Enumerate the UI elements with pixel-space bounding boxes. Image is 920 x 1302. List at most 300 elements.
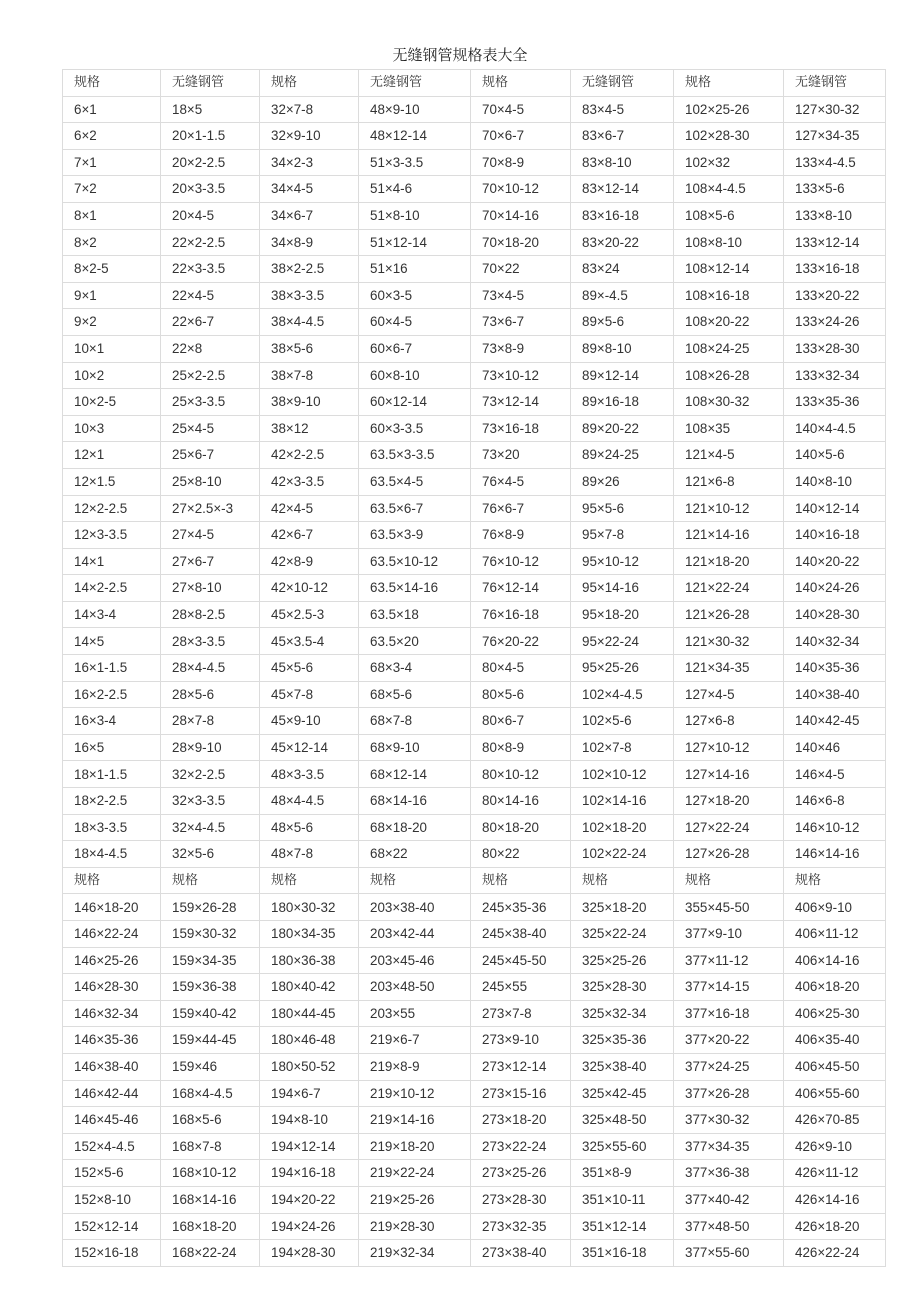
spec-cell: 28×4-4.5 xyxy=(161,655,260,682)
spec-cell: 194×20-22 xyxy=(260,1186,359,1213)
spec-cell: 27×4-5 xyxy=(161,522,260,549)
spec-cell: 121×26-28 xyxy=(674,601,784,628)
spec-cell: 377×26-28 xyxy=(674,1080,784,1107)
table-row xyxy=(63,788,886,815)
spec-cell: 180×30-32 xyxy=(260,894,359,921)
spec-cell: 10×3 xyxy=(63,415,161,442)
table-row xyxy=(63,389,886,416)
spec-cell: 377×24-25 xyxy=(674,1053,784,1080)
spec-cell: 377×30-32 xyxy=(674,1107,784,1134)
table-row xyxy=(63,681,886,708)
table-row xyxy=(63,149,886,176)
spec-cell: 219×32-34 xyxy=(359,1240,471,1267)
spec-cell: 63.5×6-7 xyxy=(359,495,471,522)
spec-cell: 32×3-3.5 xyxy=(161,788,260,815)
spec-cell: 73×12-14 xyxy=(471,389,571,416)
spec-cell: 351×8-9 xyxy=(571,1160,674,1187)
spec-cell: 102×28-30 xyxy=(674,123,784,150)
spec-cell: 121×10-12 xyxy=(674,495,784,522)
spec-cell: 351×12-14 xyxy=(571,1213,674,1240)
spec-cell: 76×8-9 xyxy=(471,522,571,549)
spec-cell: 95×5-6 xyxy=(571,495,674,522)
spec-cell: 102×22-24 xyxy=(571,841,674,868)
spec-cell: 45×3.5-4 xyxy=(260,628,359,655)
spec-cell: 133×12-14 xyxy=(784,229,886,256)
spec-cell: 121×14-16 xyxy=(674,522,784,549)
spec-cell: 6×2 xyxy=(63,123,161,150)
spec-cell: 133×8-10 xyxy=(784,202,886,229)
spec-cell: 219×14-16 xyxy=(359,1107,471,1134)
spec-cell: 42×8-9 xyxy=(260,548,359,575)
spec-cell: 16×3-4 xyxy=(63,708,161,735)
spec-cell: 32×5-6 xyxy=(161,841,260,868)
table-row xyxy=(63,814,886,841)
table-row xyxy=(63,921,886,948)
table-row xyxy=(63,655,886,682)
spec-cell: 20×3-3.5 xyxy=(161,176,260,203)
spec-cell: 133×16-18 xyxy=(784,256,886,283)
spec-cell: 219×6-7 xyxy=(359,1027,471,1054)
spec-cell: 121×4-5 xyxy=(674,442,784,469)
spec-cell: 146×45-46 xyxy=(63,1107,161,1134)
header-row-2 xyxy=(63,867,886,894)
spec-cell: 102×7-8 xyxy=(571,734,674,761)
spec-cell: 377×11-12 xyxy=(674,947,784,974)
spec-cell: 76×20-22 xyxy=(471,628,571,655)
spec-cell: 28×8-2.5 xyxy=(161,601,260,628)
spec-cell: 34×8-9 xyxy=(260,229,359,256)
spec-cell: 108×35 xyxy=(674,415,784,442)
spec-cell: 45×7-8 xyxy=(260,681,359,708)
spec-cell: 25×2-2.5 xyxy=(161,362,260,389)
spec-cell: 140×8-10 xyxy=(784,468,886,495)
spec-cell: 68×22 xyxy=(359,841,471,868)
table-row xyxy=(63,282,886,309)
spec-cell: 102×32 xyxy=(674,149,784,176)
spec-cell: 12×1 xyxy=(63,442,161,469)
spec-cell: 60×4-5 xyxy=(359,309,471,336)
spec-cell: 152×5-6 xyxy=(63,1160,161,1187)
spec-cell: 127×30-32 xyxy=(784,96,886,123)
spec-cell: 38×9-10 xyxy=(260,389,359,416)
spec-cell: 89×-4.5 xyxy=(571,282,674,309)
table-row xyxy=(63,708,886,735)
spec-cell: 73×10-12 xyxy=(471,362,571,389)
spec-table xyxy=(62,69,886,1267)
spec-cell: 180×50-52 xyxy=(260,1053,359,1080)
spec-cell: 68×18-20 xyxy=(359,814,471,841)
spec-cell: 48×7-8 xyxy=(260,841,359,868)
spec-cell: 68×5-6 xyxy=(359,681,471,708)
spec-cell: 108×30-32 xyxy=(674,389,784,416)
table-row xyxy=(63,575,886,602)
spec-cell: 63.5×14-16 xyxy=(359,575,471,602)
spec-cell: 245×45-50 xyxy=(471,947,571,974)
spec-cell: 140×20-22 xyxy=(784,548,886,575)
spec-cell: 325×55-60 xyxy=(571,1133,674,1160)
spec-cell: 32×9-10 xyxy=(260,123,359,150)
spec-cell: 76×10-12 xyxy=(471,548,571,575)
spec-cell: 32×7-8 xyxy=(260,96,359,123)
table-row xyxy=(63,947,886,974)
spec-cell: 152×4-4.5 xyxy=(63,1133,161,1160)
spec-cell: 102×14-16 xyxy=(571,788,674,815)
spec-cell: 325×28-30 xyxy=(571,974,674,1001)
spec-cell: 194×16-18 xyxy=(260,1160,359,1187)
spec-cell: 45×12-14 xyxy=(260,734,359,761)
spec-cell: 102×4-4.5 xyxy=(571,681,674,708)
table-row xyxy=(63,202,886,229)
spec-cell: 14×5 xyxy=(63,628,161,655)
spec-cell: 146×42-44 xyxy=(63,1080,161,1107)
table-row xyxy=(63,1160,886,1187)
spec-cell: 194×12-14 xyxy=(260,1133,359,1160)
spec-cell: 273×22-24 xyxy=(471,1133,571,1160)
table-row xyxy=(63,1107,886,1134)
spec-cell: 121×18-20 xyxy=(674,548,784,575)
spec-cell: 108×8-10 xyxy=(674,229,784,256)
spec-cell: 70×10-12 xyxy=(471,176,571,203)
table-row xyxy=(63,495,886,522)
table-row xyxy=(63,415,886,442)
table-row xyxy=(63,1080,886,1107)
spec-cell: 245×38-40 xyxy=(471,921,571,948)
spec-cell: 45×9-10 xyxy=(260,708,359,735)
spec-cell: 18×4-4.5 xyxy=(63,841,161,868)
spec-cell: 27×8-10 xyxy=(161,575,260,602)
spec-cell: 203×42-44 xyxy=(359,921,471,948)
spec-cell: 140×35-36 xyxy=(784,655,886,682)
table-row xyxy=(63,974,886,1001)
spec-cell: 133×28-30 xyxy=(784,335,886,362)
spec-cell: 194×6-7 xyxy=(260,1080,359,1107)
header-row-1 xyxy=(63,70,886,97)
spec-cell: 146×22-24 xyxy=(63,921,161,948)
column-header: 规格 xyxy=(571,867,674,894)
spec-cell: 25×4-5 xyxy=(161,415,260,442)
spec-cell: 180×40-42 xyxy=(260,974,359,1001)
spec-cell: 273×9-10 xyxy=(471,1027,571,1054)
spec-cell: 68×12-14 xyxy=(359,761,471,788)
spec-cell: 180×34-35 xyxy=(260,921,359,948)
column-header: 规格 xyxy=(674,867,784,894)
spec-cell: 127×34-35 xyxy=(784,123,886,150)
spec-cell: 140×46 xyxy=(784,734,886,761)
spec-cell: 159×44-45 xyxy=(161,1027,260,1054)
spec-cell: 180×36-38 xyxy=(260,947,359,974)
spec-cell: 8×2 xyxy=(63,229,161,256)
spec-cell: 45×2.5-3 xyxy=(260,601,359,628)
table-row xyxy=(63,734,886,761)
spec-cell: 159×34-35 xyxy=(161,947,260,974)
spec-cell: 89×5-6 xyxy=(571,309,674,336)
spec-cell: 159×40-42 xyxy=(161,1000,260,1027)
spec-cell: 38×4-4.5 xyxy=(260,309,359,336)
spec-cell: 34×2-3 xyxy=(260,149,359,176)
spec-cell: 168×10-12 xyxy=(161,1160,260,1187)
spec-cell: 80×18-20 xyxy=(471,814,571,841)
spec-cell: 32×2-2.5 xyxy=(161,761,260,788)
spec-cell: 22×3-3.5 xyxy=(161,256,260,283)
spec-cell: 203×48-50 xyxy=(359,974,471,1001)
table-row xyxy=(63,309,886,336)
table-row xyxy=(63,442,886,469)
spec-cell: 127×14-16 xyxy=(674,761,784,788)
spec-cell: 80×14-16 xyxy=(471,788,571,815)
spec-cell: 108×5-6 xyxy=(674,202,784,229)
spec-cell: 127×4-5 xyxy=(674,681,784,708)
spec-cell: 121×22-24 xyxy=(674,575,784,602)
spec-cell: 273×25-26 xyxy=(471,1160,571,1187)
table-row xyxy=(63,841,886,868)
spec-cell: 168×14-16 xyxy=(161,1186,260,1213)
spec-cell: 102×18-20 xyxy=(571,814,674,841)
spec-cell: 25×8-10 xyxy=(161,468,260,495)
table-row xyxy=(63,1186,886,1213)
column-header: 规格 xyxy=(359,867,471,894)
spec-cell: 95×10-12 xyxy=(571,548,674,575)
spec-cell: 18×5 xyxy=(161,96,260,123)
spec-cell: 68×14-16 xyxy=(359,788,471,815)
spec-cell: 219×8-9 xyxy=(359,1053,471,1080)
spec-cell: 146×18-20 xyxy=(63,894,161,921)
table-row xyxy=(63,761,886,788)
spec-cell: 73×20 xyxy=(471,442,571,469)
page-title: 无缝钢管规格表大全 xyxy=(392,46,528,64)
spec-cell: 10×2-5 xyxy=(63,389,161,416)
spec-cell: 38×5-6 xyxy=(260,335,359,362)
spec-cell: 426×18-20 xyxy=(784,1213,886,1240)
spec-cell: 80×5-6 xyxy=(471,681,571,708)
spec-cell: 60×3-3.5 xyxy=(359,415,471,442)
spec-cell: 14×2-2.5 xyxy=(63,575,161,602)
spec-cell: 203×55 xyxy=(359,1000,471,1027)
spec-cell: 63.5×18 xyxy=(359,601,471,628)
spec-cell: 38×2-2.5 xyxy=(260,256,359,283)
spec-cell: 133×5-6 xyxy=(784,176,886,203)
spec-cell: 25×6-7 xyxy=(161,442,260,469)
spec-cell: 273×38-40 xyxy=(471,1240,571,1267)
spec-cell: 325×22-24 xyxy=(571,921,674,948)
table-row xyxy=(63,628,886,655)
spec-cell: 273×12-14 xyxy=(471,1053,571,1080)
spec-cell: 102×5-6 xyxy=(571,708,674,735)
spec-cell: 146×28-30 xyxy=(63,974,161,1001)
spec-cell: 426×9-10 xyxy=(784,1133,886,1160)
spec-cell: 68×7-8 xyxy=(359,708,471,735)
table-row xyxy=(63,1213,886,1240)
spec-cell: 146×4-5 xyxy=(784,761,886,788)
spec-cell: 102×10-12 xyxy=(571,761,674,788)
spec-cell: 194×28-30 xyxy=(260,1240,359,1267)
spec-cell: 9×1 xyxy=(63,282,161,309)
spec-cell: 83×6-7 xyxy=(571,123,674,150)
spec-cell: 377×48-50 xyxy=(674,1213,784,1240)
spec-cell: 406×55-60 xyxy=(784,1080,886,1107)
spec-cell: 152×12-14 xyxy=(63,1213,161,1240)
spec-cell: 51×3-3.5 xyxy=(359,149,471,176)
spec-cell: 146×32-34 xyxy=(63,1000,161,1027)
spec-cell: 22×8 xyxy=(161,335,260,362)
spec-cell: 42×4-5 xyxy=(260,495,359,522)
table-row xyxy=(63,601,886,628)
spec-cell: 76×4-5 xyxy=(471,468,571,495)
spec-cell: 108×20-22 xyxy=(674,309,784,336)
spec-cell: 83×20-22 xyxy=(571,229,674,256)
spec-cell: 273×15-16 xyxy=(471,1080,571,1107)
spec-cell: 140×28-30 xyxy=(784,601,886,628)
spec-cell: 325×18-20 xyxy=(571,894,674,921)
spec-cell: 42×2-2.5 xyxy=(260,442,359,469)
spec-cell: 146×14-16 xyxy=(784,841,886,868)
spec-cell: 28×3-3.5 xyxy=(161,628,260,655)
column-header: 规格 xyxy=(784,867,886,894)
spec-cell: 22×6-7 xyxy=(161,309,260,336)
spec-cell: 203×38-40 xyxy=(359,894,471,921)
spec-cell: 20×1-1.5 xyxy=(161,123,260,150)
spec-cell: 12×1.5 xyxy=(63,468,161,495)
spec-cell: 60×12-14 xyxy=(359,389,471,416)
spec-cell: 351×16-18 xyxy=(571,1240,674,1267)
spec-cell: 351×10-11 xyxy=(571,1186,674,1213)
table-row xyxy=(63,1053,886,1080)
table-row xyxy=(63,548,886,575)
spec-cell: 18×1-1.5 xyxy=(63,761,161,788)
spec-cell: 127×26-28 xyxy=(674,841,784,868)
spec-cell: 168×5-6 xyxy=(161,1107,260,1134)
spec-cell: 219×10-12 xyxy=(359,1080,471,1107)
spec-cell: 121×30-32 xyxy=(674,628,784,655)
spec-cell: 22×2-2.5 xyxy=(161,229,260,256)
spec-cell: 140×12-14 xyxy=(784,495,886,522)
spec-cell: 63.5×10-12 xyxy=(359,548,471,575)
spec-cell: 180×46-48 xyxy=(260,1027,359,1054)
spec-cell: 152×16-18 xyxy=(63,1240,161,1267)
spec-cell: 34×6-7 xyxy=(260,202,359,229)
spec-cell: 121×6-8 xyxy=(674,468,784,495)
column-header: 无缝钢管 xyxy=(571,70,674,97)
table-row xyxy=(63,522,886,549)
spec-cell: 426×11-12 xyxy=(784,1160,886,1187)
spec-cell: 51×4-6 xyxy=(359,176,471,203)
spec-cell: 406×9-10 xyxy=(784,894,886,921)
spec-cell: 48×4-4.5 xyxy=(260,788,359,815)
spec-cell: 95×18-20 xyxy=(571,601,674,628)
spec-cell: 219×22-24 xyxy=(359,1160,471,1187)
spec-cell: 133×4-4.5 xyxy=(784,149,886,176)
spec-cell: 406×18-20 xyxy=(784,974,886,1001)
spec-cell: 108×16-18 xyxy=(674,282,784,309)
spec-cell: 60×8-10 xyxy=(359,362,471,389)
spec-cell: 102×25-26 xyxy=(674,96,784,123)
spec-cell: 406×14-16 xyxy=(784,947,886,974)
spec-cell: 168×7-8 xyxy=(161,1133,260,1160)
spec-cell: 180×44-45 xyxy=(260,1000,359,1027)
spec-cell: 32×4-4.5 xyxy=(161,814,260,841)
spec-cell: 70×6-7 xyxy=(471,123,571,150)
spec-cell: 121×34-35 xyxy=(674,655,784,682)
spec-cell: 28×7-8 xyxy=(161,708,260,735)
spec-cell: 245×35-36 xyxy=(471,894,571,921)
spec-cell: 89×16-18 xyxy=(571,389,674,416)
spec-cell: 377×14-15 xyxy=(674,974,784,1001)
spec-cell: 140×5-6 xyxy=(784,442,886,469)
spec-cell: 38×12 xyxy=(260,415,359,442)
spec-cell: 16×5 xyxy=(63,734,161,761)
spec-cell: 63.5×3-3.5 xyxy=(359,442,471,469)
spec-cell: 18×2-2.5 xyxy=(63,788,161,815)
spec-cell: 168×4-4.5 xyxy=(161,1080,260,1107)
spec-cell: 377×55-60 xyxy=(674,1240,784,1267)
spec-cell: 7×2 xyxy=(63,176,161,203)
spec-cell: 426×14-16 xyxy=(784,1186,886,1213)
spec-cell: 22×4-5 xyxy=(161,282,260,309)
spec-cell: 80×4-5 xyxy=(471,655,571,682)
spec-cell: 45×5-6 xyxy=(260,655,359,682)
spec-cell: 80×6-7 xyxy=(471,708,571,735)
spec-cell: 83×12-14 xyxy=(571,176,674,203)
spec-cell: 95×25-26 xyxy=(571,655,674,682)
spec-cell: 146×35-36 xyxy=(63,1027,161,1054)
spec-cell: 80×22 xyxy=(471,841,571,868)
spec-cell: 38×7-8 xyxy=(260,362,359,389)
spec-cell: 60×6-7 xyxy=(359,335,471,362)
spec-cell: 48×12-14 xyxy=(359,123,471,150)
spec-cell: 20×4-5 xyxy=(161,202,260,229)
spec-cell: 89×26 xyxy=(571,468,674,495)
column-header: 规格 xyxy=(63,70,161,97)
spec-cell: 140×42-45 xyxy=(784,708,886,735)
table-row xyxy=(63,256,886,283)
spec-cell: 159×30-32 xyxy=(161,921,260,948)
spec-cell: 76×12-14 xyxy=(471,575,571,602)
spec-cell: 406×11-12 xyxy=(784,921,886,948)
spec-cell: 48×9-10 xyxy=(359,96,471,123)
spec-cell: 14×1 xyxy=(63,548,161,575)
spec-cell: 18×3-3.5 xyxy=(63,814,161,841)
spec-cell: 377×9-10 xyxy=(674,921,784,948)
column-header: 规格 xyxy=(260,867,359,894)
spec-cell: 70×22 xyxy=(471,256,571,283)
spec-cell: 73×16-18 xyxy=(471,415,571,442)
spec-cell: 28×5-6 xyxy=(161,681,260,708)
spec-cell: 140×32-34 xyxy=(784,628,886,655)
spec-cell: 168×22-24 xyxy=(161,1240,260,1267)
column-header: 无缝钢管 xyxy=(161,70,260,97)
spec-cell: 219×28-30 xyxy=(359,1213,471,1240)
spec-cell: 51×8-10 xyxy=(359,202,471,229)
column-header: 规格 xyxy=(260,70,359,97)
spec-cell: 325×35-36 xyxy=(571,1027,674,1054)
spec-cell: 377×20-22 xyxy=(674,1027,784,1054)
spec-cell: 426×22-24 xyxy=(784,1240,886,1267)
spec-cell: 48×5-6 xyxy=(260,814,359,841)
table-row xyxy=(63,894,886,921)
spec-cell: 127×6-8 xyxy=(674,708,784,735)
spec-cell: 406×25-30 xyxy=(784,1000,886,1027)
spec-cell: 25×3-3.5 xyxy=(161,389,260,416)
table-row xyxy=(63,96,886,123)
spec-cell: 406×35-40 xyxy=(784,1027,886,1054)
spec-cell: 146×6-8 xyxy=(784,788,886,815)
spec-cell: 73×8-9 xyxy=(471,335,571,362)
spec-cell: 146×10-12 xyxy=(784,814,886,841)
spec-cell: 325×48-50 xyxy=(571,1107,674,1134)
spec-cell: 68×9-10 xyxy=(359,734,471,761)
spec-cell: 80×10-12 xyxy=(471,761,571,788)
spec-cell: 73×6-7 xyxy=(471,309,571,336)
spec-cell: 325×42-45 xyxy=(571,1080,674,1107)
